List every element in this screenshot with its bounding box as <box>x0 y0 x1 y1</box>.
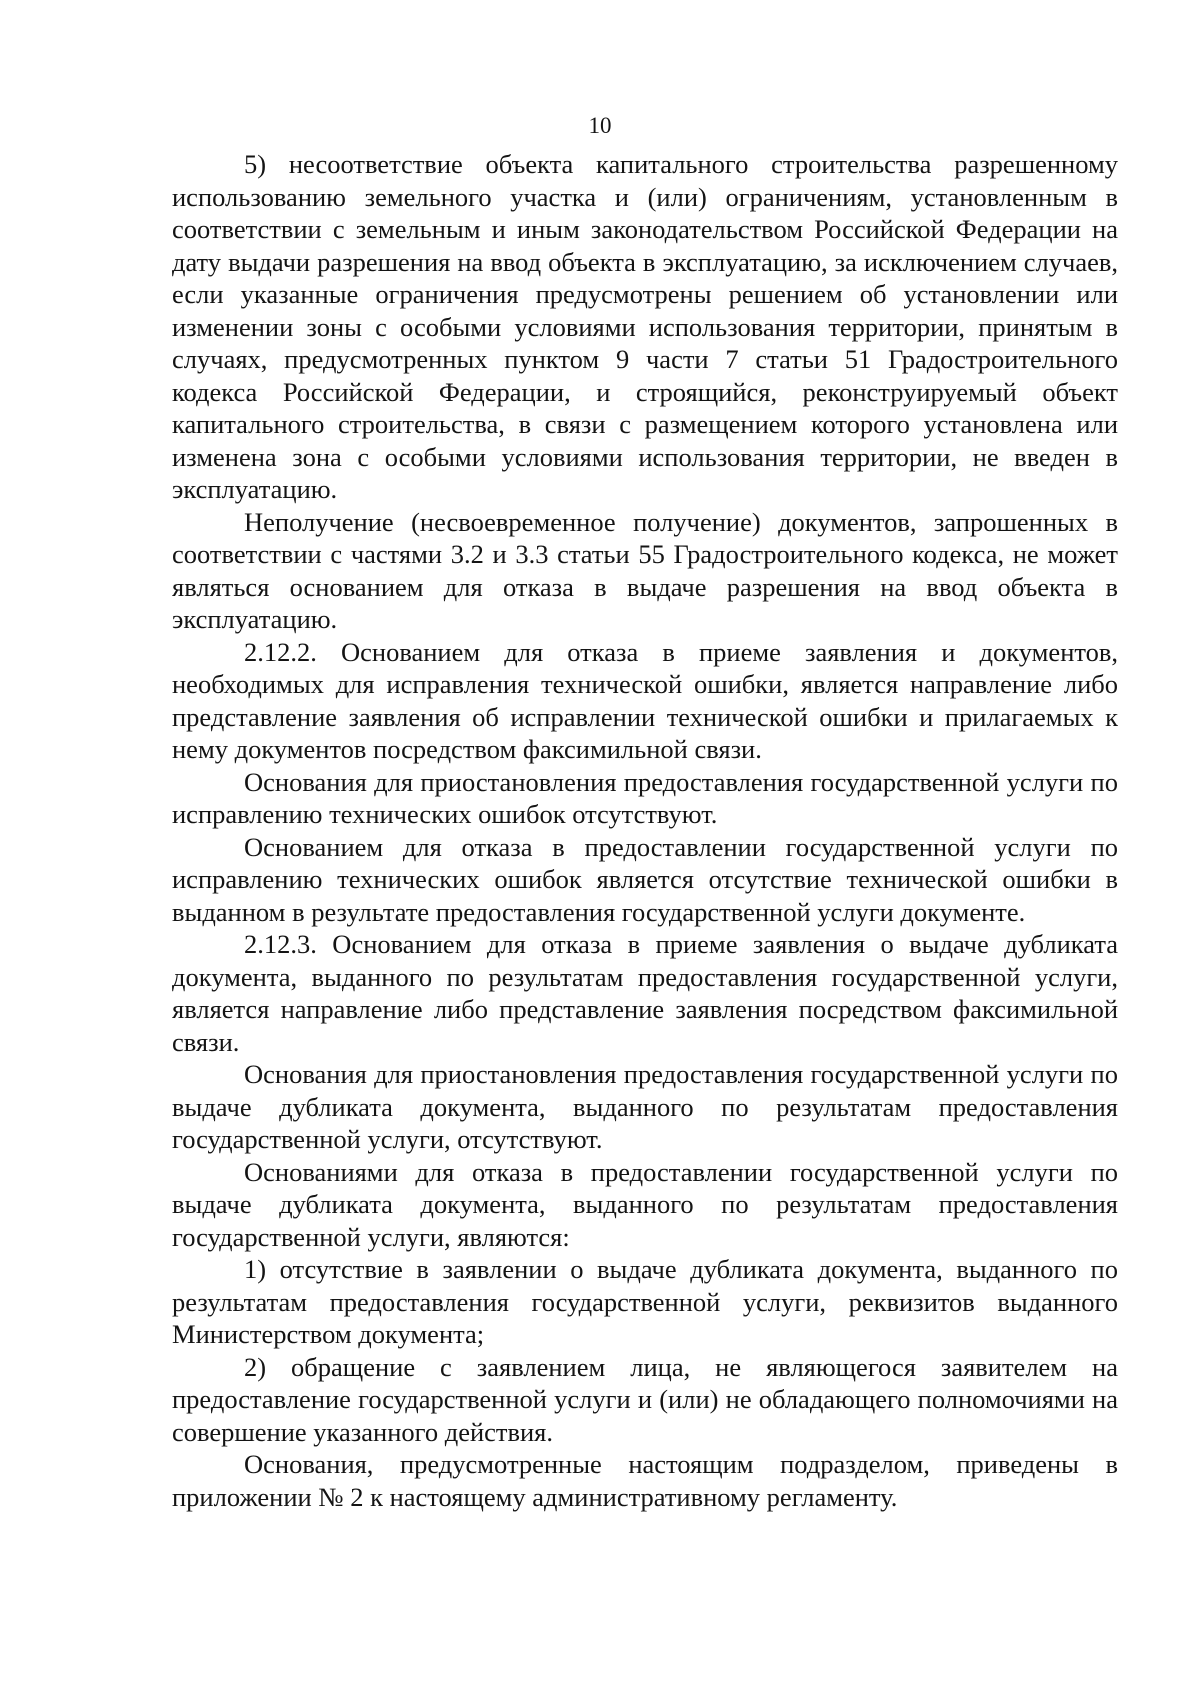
paragraph-refusal-technical-errors: Основанием для отказа в предоставлении государственной услуги по исправлению технических ошибок является отсутствие технической ошибки в выданном в результате предоставления государственной услуги документе. <box>172 831 1118 927</box>
paragraph-2-12-2: 2.12.2. Основанием для отказа в приеме заявления и документов, необходимых для исправления технической ошибки, является направление либо представление заявления об исправлении технической ошибки и прилагаемых к нему документов посредством факсимильной связи. <box>172 636 1118 764</box>
document-body <box>172 148 1118 1513</box>
paragraph-refusal-duplicate-grounds: Основаниями для отказа в предоставлении государственной услуги по выдаче дубликата документа, выданного по результатам предоставления государственной услуги, являются: <box>172 1156 1118 1252</box>
paragraph-documents-not-received: Неполучение (несвоевременное получение) документов, запрошенных в соответствии с частями 3.2 и 3.3 статьи 55 Градостроительного кодекса, не может являться основанием для отказа в выдаче разрешения на ввод объекта в эксплуатацию. <box>172 506 1118 634</box>
paragraph-ground-1: 1) отсутствие в заявлении о выдаче дубликата документа, выданного по результатам предоставления государственной услуги, реквизитов выданного Министерством документа; <box>172 1254 1118 1349</box>
paragraph-appendix-reference: Основания, предусмотренные настоящим подразделом, приведены в приложении № 2 к настоящему административному регламенту. <box>172 1449 1118 1512</box>
paragraph-no-suspension-duplicate: Основания для приостановления предоставления государственной услуги по выдаче дубликата документа, выданного по результатам предоставления государственной услуги, отсутствуют. <box>172 1059 1118 1154</box>
paragraph-2-12-3: 2.12.3. Основанием для отказа в приеме заявления о выдаче дубликата документа, выданного по результатам предоставления государственной услуги, является направление либо представление заявления посредством факсимильной связи. <box>172 929 1118 1057</box>
paragraph-ground-2: 2) обращение с заявлением лица, не являющегося заявителем на предоставление государственной услуги и (или) не обладающего полномочиями на совершение указанного действия. <box>172 1351 1118 1447</box>
paragraph-no-suspension-technical-errors: Основания для приостановления предоставления государственной услуги по исправлению технических ошибок отсутствуют. <box>172 766 1118 829</box>
paragraph-item-5-nonconformity: 5) несоответствие объекта капитального строительства разрешенному использованию земельного участка и (или) ограничениям, установленным в соответствии с земельным и иным законодательством Российской Федерации на дату выдачи разрешения на ввод объекта в эксплуатацию, за исключением случаев, если указанные ограничения предусмотрены решением об установлении или изменении зоны с особыми условиями использования территории, принятым в случаях, предусмотренных пунктом 9 части 7 статьи 51 Градостроительного кодекса Российской Федерации, и строящийся, реконструируемый объект капитального строительства, в связи с размещением которого установлена или изменена зона с особыми условиями использования территории, не введен в эксплуатацию. <box>172 149 1118 504</box>
page-number: 10 <box>588 113 612 138</box>
